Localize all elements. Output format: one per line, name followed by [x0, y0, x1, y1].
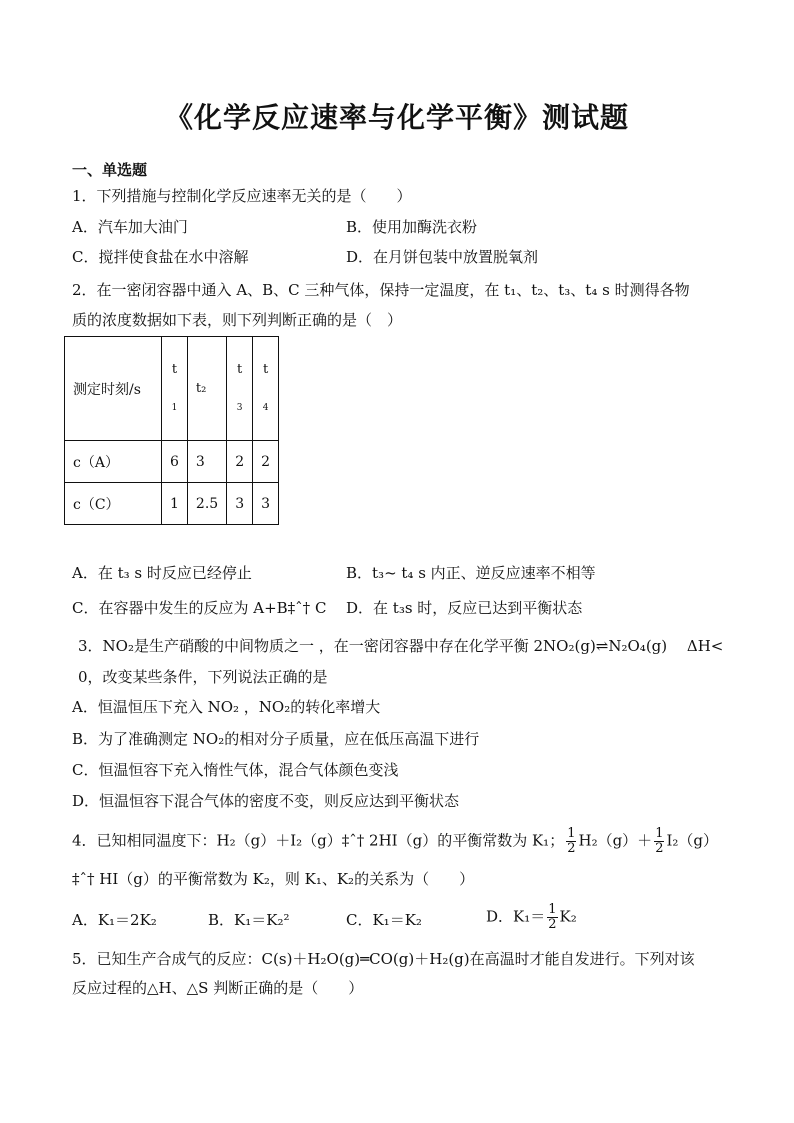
- q2-stem-line2: 质的浓度数据如下表，则下列判断正确的是（ ）: [72, 311, 403, 329]
- table-row: [65, 483, 279, 525]
- q4-stem-part-b: H₂（g）＋: [578, 831, 653, 850]
- fraction-numerator: 1: [567, 826, 576, 841]
- q4-option-d: [486, 903, 577, 932]
- q4-option-d-post: K₂: [559, 907, 577, 926]
- q2-stem-line1: 2．在一密闭容器中通入 A、B、C 三种气体，保持一定温度，在 t₁、t₂、t₃、t₄ s 时测得各物: [72, 281, 690, 299]
- q4-option-b: B．K₁＝K₂²: [208, 911, 290, 929]
- fraction-denominator: 2: [548, 917, 557, 932]
- q1-option-d: D．在月饼包装中放置脱氧剂: [346, 248, 539, 266]
- q3-option-c: C．恒温恒容下充入惰性气体，混合气体颜色变浅: [72, 761, 399, 779]
- q5-stem-line1: 5．已知生产合成气的反应：C(s)＋H₂O(g)═CO(g)＋H₂(g)在高温时才能自发进行。下列对该: [72, 950, 695, 968]
- table-header-t2: t₂: [187, 337, 226, 441]
- q1-stem: 1．下列措施与控制化学反应速率无关的是（ ）: [72, 187, 412, 205]
- q4-stem-part-c: I₂（g）: [666, 831, 719, 850]
- table-header-row: [65, 337, 279, 441]
- t3-letter: t: [237, 361, 243, 377]
- q2-option-c: C．在容器中发生的反应为 A+B‡ˆ† C: [72, 599, 327, 617]
- section-heading: 一、单选题: [72, 161, 148, 179]
- cell: 3: [253, 483, 279, 525]
- table-header-label: 测定时刻/s: [65, 337, 162, 441]
- cell: 1: [162, 483, 188, 525]
- row-label: c（A）: [65, 441, 162, 483]
- fraction-denominator: 2: [567, 841, 576, 856]
- q4-option-a: A．K₁＝2K₂: [72, 911, 157, 929]
- row-label: c（C）: [65, 483, 162, 525]
- fraction-denominator: 2: [655, 841, 664, 856]
- cell: 6: [162, 441, 188, 483]
- q1-option-a: A．汽车加大油门: [72, 218, 188, 236]
- q3-stem-line2: 0，改变某些条件，下列说法正确的是: [78, 668, 328, 686]
- q3-option-d: D．恒温恒容下混合气体的密度不变，则反应达到平衡状态: [72, 792, 460, 810]
- q4-stem-line2: ‡ˆ† HI（g）的平衡常数为 K₂，则 K₁、K₂的关系为（ ）: [72, 870, 475, 888]
- q3-option-b: B．为了准确测定 NO₂的相对分子质量，应在低压高温下进行: [72, 730, 480, 748]
- q2-option-d: D．在 t₃s 时，反应已达到平衡状态: [346, 599, 583, 617]
- cell: 3: [187, 441, 226, 483]
- table-header-t1: [162, 337, 188, 441]
- cell: 2: [227, 441, 253, 483]
- table-header-t4: [253, 337, 279, 441]
- q3-option-a: A．恒温恒压下充入 NO₂ ，NO₂的转化率增大: [72, 698, 381, 716]
- cell: 2: [253, 441, 279, 483]
- table-row: [65, 441, 279, 483]
- q3-stem-line1: 3．NO₂是生产硝酸的中间物质之一 ，在一密闭容器中存在化学平衡 2NO₂(g)⇌N₂O₄(g) ΔH<: [78, 637, 724, 655]
- q5-stem-line2: 反应过程的△H、△S 判断正确的是（ ）: [72, 979, 364, 997]
- q4-option-c: C．K₁＝K₂: [346, 911, 422, 929]
- table-header-t3: [227, 337, 253, 441]
- q4-stem-part-a: 4．已知相同温度下：H₂（g）＋I₂（g）‡ˆ† 2HI（g）的平衡常数为 K₁；: [72, 831, 565, 850]
- t4-letter: t: [262, 361, 269, 377]
- q1-option-b: B．使用加酶洗衣粉: [346, 218, 478, 236]
- cell: 3: [227, 483, 253, 525]
- one-half-fraction: [654, 827, 664, 856]
- q2-option-a: A．在 t₃ s 时反应已经停止: [72, 564, 252, 582]
- t1-sub: 1: [171, 402, 178, 413]
- one-half-fraction: [566, 827, 576, 856]
- q2-option-b: B．t₃~ t₄ s 内正、逆反应速率不相等: [346, 564, 596, 582]
- t1-letter: t: [171, 361, 178, 377]
- fraction-numerator: 1: [655, 826, 664, 841]
- cell: 2.5: [187, 483, 226, 525]
- t3-sub: 3: [236, 402, 243, 413]
- t4-sub: 4: [262, 402, 269, 413]
- q4-stem-line1: [72, 827, 718, 856]
- one-half-fraction: [547, 903, 557, 932]
- q1-option-c: C．搅拌使食盐在水中溶解: [72, 248, 249, 266]
- q4-option-d-pre: D．K₁＝: [486, 907, 546, 926]
- page-title: 《化学反应速率与化学平衡》测试题: [164, 101, 629, 134]
- fraction-numerator: 1: [548, 902, 557, 917]
- concentration-table: [64, 336, 279, 525]
